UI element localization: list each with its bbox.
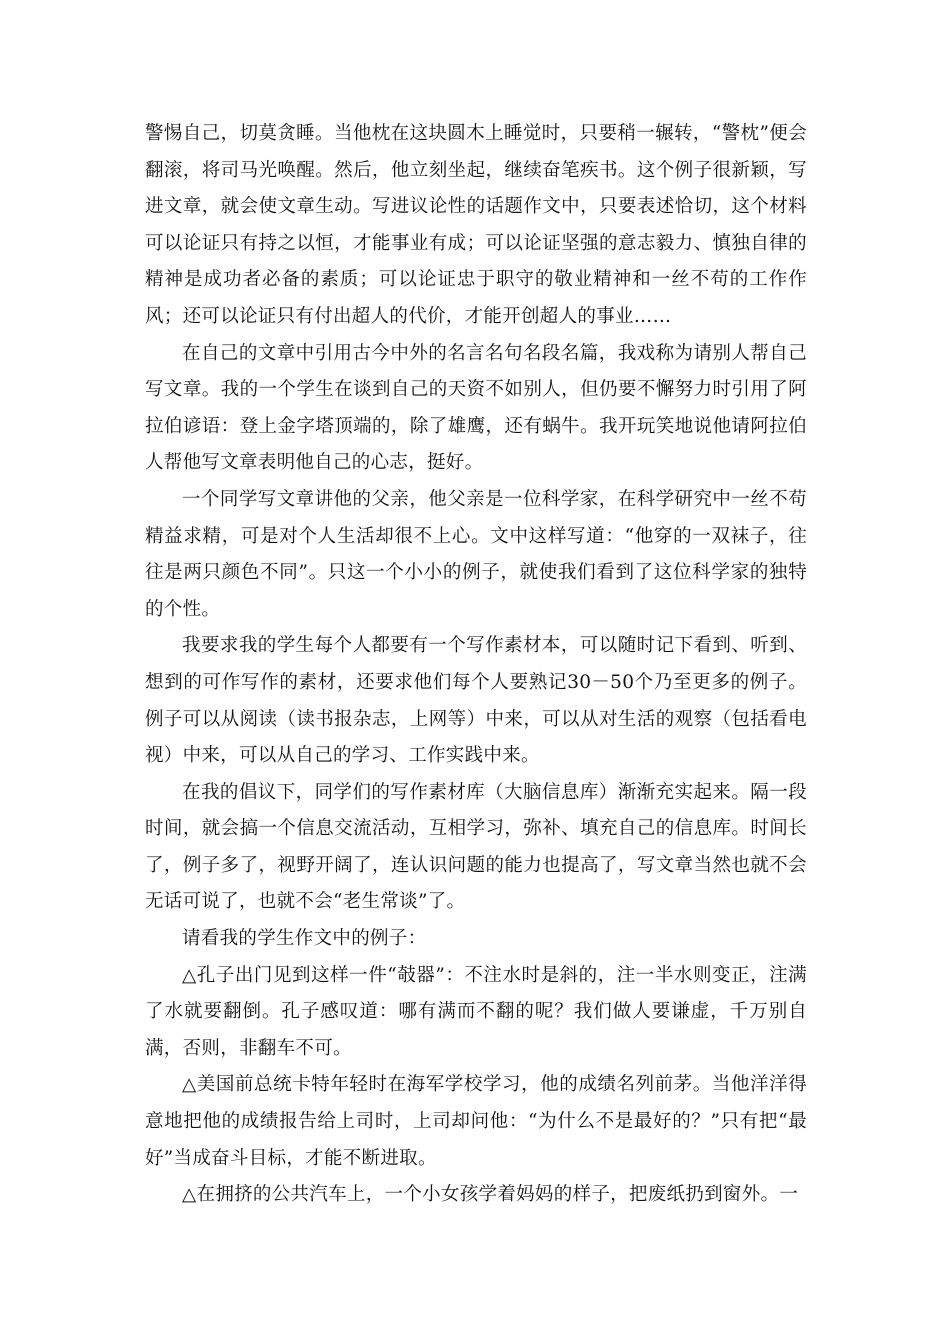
paragraph-3: 一个同学写文章讲他的父亲，他父亲是一位科学家，在科学研究中一丝不苟精益求精，可是对个人生活却很不上心。文中这样写道：“他穿的一双袜子，往往是两只颜色不同”。只这一个小小的例子，就使我们看到了这位科学家的独特的个性。	[145, 488, 807, 620]
paragraph-7: △孔子出门见到这样一件“攲器”：不注水时是斜的，注一半水则变正，注满了水就要翻倒。孔子感叹道：哪有满而不翻的呢？我们做人要谦虚，千万别自满，否则，非翻车不可。	[145, 964, 807, 1059]
paragraph-8: △美国前总统卡特年轻时在海军学校学习，他的成绩名列前茅。当他洋洋得意地把他的成绩报告给上司时，上司却问他：“为什么不是最好的？”只有把“最好”当成奋斗目标，才能不断进取。	[145, 1074, 807, 1169]
paragraph-9: △在拥挤的公共汽车上，一个小女孩学着妈妈的样子，把废纸扔到窗外。一	[182, 1184, 799, 1206]
paragraph-6: 请看我的学生作文中的例子：	[182, 928, 427, 950]
paragraph-5: 在我的倡议下，同学们的写作素材库（大脑信息库）渐渐充实起来。隔一段时间，就会搞一个信息交流活动，互相学习，弥补、填充自己的信息库。时间长了，例子多了，视野开阔了，连认识问题的能力也提高了，写文章当然也就不会无话可说了，也就不会“老生常谈”了。	[145, 781, 807, 913]
paragraph-1: 警惕自己，切莫贪睡。当他枕在这块圆木上睡觉时，只要稍一辗转，“警枕”便会翻滚，将司马光唤醒。然后，他立刻坐起，继续奋笔疾书。这个例子很新颖，写进文章，就会使文章生动。写进议论性的话题作文中，只要表述恰切，这个材料可以论证只有持之以恒，才能事业有成；可以论证坚强的意志毅力、慎独自律的精神是成功者必备的素质；可以论证忠于职守的敬业精神和一丝不苟的工作作风；还可以论证只有付出超人的代价，才能开创超人的事业……	[145, 123, 807, 327]
document-page	[145, 116, 807, 1214]
paragraph-2: 在自己的文章中引用古今中外的名言名句名段名篇，我戏称为请别人帮自己写文章。我的一个学生在谈到自己的天资不如别人，但仍要不懈努力时引用了阿拉伯谚语：登上金字塔顶端的，除了雄鹰，还有蜗牛。我开玩笑地说他请阿拉伯人帮他写文章表明他自己的心志，挺好。	[145, 342, 807, 474]
paragraph-4: 我要求我的学生每个人都要有一个写作素材本，可以随时记下看到、听到、想到的可作写作的素材，还要求他们每个人要熟记30－50个乃至更多的例子。例子可以从阅读（读书报杂志，上网等）中来，可以从对生活的观察（包括看电视）中来，可以从自己的学习、工作实践中来。	[145, 635, 807, 767]
